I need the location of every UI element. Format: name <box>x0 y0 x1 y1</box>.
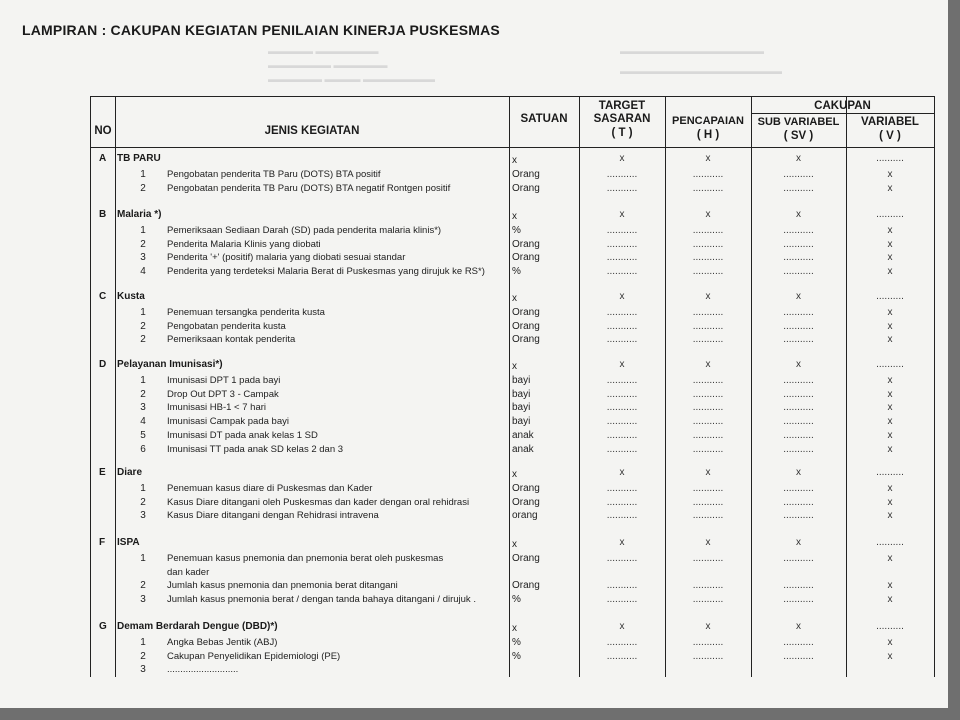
item-mark: ........... <box>783 552 814 564</box>
item-mark: ........... <box>606 374 638 386</box>
section-mark: .......... <box>876 291 904 302</box>
item-unit: Orang <box>512 334 540 346</box>
item-mark: ........... <box>692 374 724 386</box>
item-unit: % <box>512 224 521 236</box>
header-rule <box>751 113 934 114</box>
item-label: Drop Out DPT 3 - Campak <box>167 388 279 400</box>
item-unit: Orang <box>512 168 540 180</box>
item-label: Pemeriksaan kontak penderita <box>167 334 296 346</box>
section-mark: x <box>796 153 801 164</box>
item-number: 6 <box>140 443 146 455</box>
item-label: Pemeriksaan Sediaan Darah (SD) pada penderita malaria klinis*) <box>167 224 442 236</box>
item-unit: bayi <box>512 374 531 386</box>
item-unit: Orang <box>512 252 540 264</box>
item-mark: x <box>887 552 893 564</box>
item-unit: bayi <box>512 416 531 428</box>
column-rule <box>115 97 116 677</box>
item-mark: ........... <box>692 252 724 264</box>
header-pencapaian-line2: ( H ) <box>696 129 720 141</box>
item-mark: ........... <box>606 594 638 606</box>
item-label: Penemuan kasus pnemonia dan pnemonia berat oleh puskesmas <box>167 552 444 564</box>
item-mark: x <box>887 374 893 386</box>
item-label: Angka Bebas Jentik (ABJ) <box>167 636 278 648</box>
item-label: Pengobatan penderita TB Paru (DOTS) BTA positif <box>167 168 381 180</box>
item-number: 2 <box>140 334 146 346</box>
item-mark: ........... <box>606 496 638 508</box>
item-number: 3 <box>140 510 146 522</box>
header-jenis-kegiatan: JENIS KEGIATAN <box>264 125 360 137</box>
section-mark: x <box>619 291 625 302</box>
item-mark: ........... <box>692 430 724 441</box>
item-mark: x <box>887 334 893 346</box>
item-mark: ........... <box>783 168 814 180</box>
section-letter: E <box>99 467 106 478</box>
section-unit: x <box>512 539 517 550</box>
column-rule <box>509 97 510 677</box>
item-mark: ........... <box>783 580 814 592</box>
item-mark: ........... <box>783 496 814 508</box>
item-mark: x <box>887 266 893 278</box>
item-mark: x <box>887 168 893 180</box>
item-unit: bayi <box>512 402 531 414</box>
item-label: Imunisasi HB-1 < 7 hari <box>167 402 266 414</box>
item-label: Imunisasi TT pada anak SD kelas 2 dan 3 <box>167 443 344 455</box>
header-no: NO <box>94 125 112 137</box>
item-mark: x <box>887 182 893 194</box>
item-mark: ........... <box>783 443 814 455</box>
item-mark: ........... <box>692 306 724 318</box>
item-mark: ........... <box>606 320 638 332</box>
section-letter: B <box>99 209 107 220</box>
item-mark: ........... <box>606 430 638 441</box>
item-mark: ........... <box>606 388 638 400</box>
item-label: Penemuan tersangka penderita kusta <box>167 306 325 318</box>
section-name: Malaria *) <box>117 209 162 220</box>
item-mark: ........... <box>692 320 724 332</box>
section-name: Diare <box>117 467 143 478</box>
bleed-through-text: ▬▬▬▬▬▬▬▬▬▬▬▬▬▬▬▬ <box>620 46 764 56</box>
header-target-line2: SASARAN <box>593 113 651 125</box>
item-number: 1 <box>140 306 146 318</box>
section-mark: x <box>705 291 711 302</box>
item-label: Jumlah kasus pnemonia dan pnemonia berat ditangani <box>167 580 398 592</box>
section-mark: x <box>619 153 625 164</box>
column-rule <box>934 97 935 677</box>
section-mark: x <box>705 467 711 478</box>
bleed-through-text: ▬▬▬▬▬▬▬ ▬▬▬▬▬▬ <box>268 60 388 70</box>
item-mark: x <box>887 482 893 494</box>
item-mark: x <box>887 388 893 400</box>
section-letter: G <box>99 621 107 632</box>
item-label: Penemuan kasus diare di Puskesmas dan Kader <box>167 482 373 494</box>
section-mark: x <box>796 621 801 632</box>
item-mark: ........... <box>692 510 724 522</box>
item-number: 1 <box>140 552 146 564</box>
item-mark: x <box>887 238 893 250</box>
item-label: Imunisasi DPT 1 pada bayi <box>167 374 281 386</box>
item-mark: ........... <box>606 182 638 194</box>
item-label: Penderita '+' (positif) malaria yang diobati sesuai standar <box>167 252 406 264</box>
item-number: 1 <box>140 224 146 236</box>
item-unit: Orang <box>512 182 540 194</box>
item-unit: Orang <box>512 552 540 564</box>
item-label: Imunisasi Campak pada bayi <box>167 416 289 428</box>
item-number: 3 <box>140 402 146 414</box>
item-mark: ........... <box>783 320 814 332</box>
item-unit: Orang <box>512 238 540 250</box>
item-mark: ........... <box>606 334 638 346</box>
section-name: ISPA <box>117 537 140 548</box>
item-number: 1 <box>140 482 146 494</box>
item-mark: ........... <box>692 224 724 236</box>
item-mark: ........... <box>783 594 814 606</box>
section-unit: x <box>512 469 517 480</box>
item-mark: x <box>887 443 893 455</box>
item-mark: ........... <box>606 650 638 662</box>
item-unit: % <box>512 636 521 648</box>
item-mark: ........... <box>692 238 724 250</box>
item-mark: ........... <box>783 266 814 278</box>
item-mark: ........... <box>606 238 638 250</box>
item-unit: % <box>512 650 521 662</box>
item-mark: x <box>887 320 893 332</box>
item-mark: ........... <box>692 182 724 194</box>
item-unit: Orang <box>512 496 540 508</box>
item-unit: bayi <box>512 388 531 400</box>
section-mark: x <box>619 537 625 548</box>
section-mark: .......... <box>876 467 904 478</box>
item-mark: ........... <box>783 416 814 428</box>
item-mark: ........... <box>606 306 638 318</box>
item-number: 2 <box>140 238 146 250</box>
item-mark: ........... <box>606 224 638 236</box>
item-number: 1 <box>140 168 146 180</box>
item-label: Cakupan Penyelidikan Epidemiologi (PE) <box>167 650 341 662</box>
item-mark: ........... <box>783 252 814 264</box>
section-mark: x <box>705 621 711 632</box>
item-mark: ........... <box>783 306 814 318</box>
bleed-through-text: ▬▬▬▬▬▬▬▬▬▬▬▬▬▬▬▬▬▬ <box>620 66 782 76</box>
item-mark: ........... <box>783 374 814 386</box>
item-mark: x <box>887 252 893 264</box>
item-mark: x <box>887 224 893 236</box>
section-mark: x <box>619 359 625 370</box>
item-label: Penderita Malaria Klinis yang diobati <box>167 238 321 250</box>
header-pencapaian-line1: PENCAPAIAN <box>672 115 744 127</box>
section-mark: x <box>796 537 801 548</box>
item-mark: x <box>887 416 893 428</box>
item-mark: x <box>887 510 893 522</box>
section-unit: x <box>512 623 517 634</box>
header-subvar-line2: ( SV ) <box>783 130 814 142</box>
item-mark: ........... <box>606 416 638 428</box>
section-unit: x <box>512 155 517 166</box>
item-mark: ........... <box>692 580 724 592</box>
item-mark: ........... <box>692 552 724 564</box>
item-unit: Orang <box>512 306 540 318</box>
header-rule <box>91 147 934 148</box>
section-unit: x <box>512 361 517 372</box>
item-mark: x <box>887 580 893 592</box>
item-mark: ........... <box>606 510 638 522</box>
section-mark: x <box>705 153 711 164</box>
item-unit: Orang <box>512 320 540 332</box>
header-target-line1: TARGET <box>598 100 646 112</box>
section-mark: x <box>796 467 801 478</box>
item-number: 2 <box>140 580 146 592</box>
item-mark: ........... <box>606 168 638 180</box>
item-mark: ........... <box>692 266 724 278</box>
bleed-through-text: ▬▬▬▬▬ ▬▬▬▬▬▬▬ <box>268 46 379 56</box>
item-mark: ........... <box>783 238 814 250</box>
item-label-continued: dan kader <box>167 566 210 578</box>
item-unit: anak <box>512 430 534 441</box>
item-label: Jumlah kasus pnemonia berat / dengan tanda bahaya ditangani / dirujuk . <box>167 594 476 606</box>
item-mark: ........... <box>692 496 724 508</box>
item-mark: ........... <box>692 636 724 648</box>
item-mark: ........... <box>606 482 638 494</box>
item-unit: Orang <box>512 580 540 592</box>
item-number: 2 <box>140 320 146 332</box>
section-mark: x <box>619 467 625 478</box>
header-var-line1: VARIABEL <box>861 116 919 128</box>
item-mark: ........... <box>692 594 724 606</box>
section-mark: .......... <box>876 209 904 220</box>
item-label: ........................... <box>167 664 239 676</box>
item-unit: % <box>512 266 521 278</box>
item-mark: ........... <box>783 334 814 346</box>
item-mark: ........... <box>783 224 814 236</box>
item-unit: Orang <box>512 482 540 494</box>
item-mark: ........... <box>783 650 814 662</box>
section-mark: .......... <box>876 537 904 548</box>
section-mark: x <box>705 537 711 548</box>
item-mark: ........... <box>692 650 724 662</box>
item-mark: x <box>887 636 893 648</box>
item-mark: ........... <box>692 334 724 346</box>
section-mark: x <box>619 209 625 220</box>
item-unit: % <box>512 594 521 606</box>
item-number: 1 <box>140 636 146 648</box>
item-mark: ........... <box>783 430 814 441</box>
section-mark: x <box>796 209 801 220</box>
section-name: TB PARU <box>117 153 161 164</box>
item-mark: x <box>887 650 893 662</box>
item-number: 3 <box>140 594 146 606</box>
section-name: Pelayanan Imunisasi*) <box>117 359 223 370</box>
header-satuan: SATUAN <box>520 113 568 125</box>
section-letter: C <box>99 291 107 302</box>
item-mark: ........... <box>692 443 724 455</box>
item-mark: ........... <box>606 266 638 278</box>
header-var-line2: ( V ) <box>879 130 901 142</box>
header-subvar-line1: SUB VARIABEL <box>757 116 840 128</box>
section-mark: x <box>619 621 625 632</box>
item-mark: ........... <box>606 552 638 564</box>
item-mark: x <box>887 402 893 414</box>
section-unit: x <box>512 211 517 222</box>
item-unit: orang <box>512 510 538 522</box>
item-mark: ........... <box>606 402 638 414</box>
item-mark: x <box>887 306 893 318</box>
item-mark: ........... <box>783 182 814 194</box>
section-letter: A <box>99 153 107 164</box>
item-label: Imunisasi DT pada anak kelas 1 SD <box>167 430 318 441</box>
item-label: Pengobatan penderita TB Paru (DOTS) BTA negatif Rontgen positif <box>167 182 451 194</box>
item-number: 2 <box>140 496 146 508</box>
section-mark: .......... <box>876 621 904 632</box>
item-mark: ........... <box>606 636 638 648</box>
item-number: 1 <box>140 374 146 386</box>
section-mark: x <box>796 291 801 302</box>
kegiatan-table <box>90 96 935 677</box>
item-number: 2 <box>140 650 146 662</box>
item-label: Kasus Diare ditangani oleh Puskesmas dan kader dengan oral rehidrasi <box>167 496 470 508</box>
header-cakupan: CAKUPAN <box>814 100 871 112</box>
section-unit: x <box>512 293 517 304</box>
item-unit: anak <box>512 443 534 455</box>
item-mark: ........... <box>606 252 638 264</box>
item-number: 3 <box>140 252 146 264</box>
bleed-through-text: ▬▬▬▬▬▬ ▬▬▬▬ ▬▬▬▬▬▬▬▬ <box>268 74 436 84</box>
document-title: LAMPIRAN : CAKUPAN KEGIATAN PENILAIAN KINERJA PUSKESMAS <box>22 22 500 38</box>
item-mark: ........... <box>606 580 638 592</box>
item-mark: ........... <box>783 388 814 400</box>
item-mark: ........... <box>692 402 724 414</box>
item-mark: x <box>887 496 893 508</box>
item-number: 2 <box>140 388 146 400</box>
section-name: Kusta <box>117 291 145 302</box>
item-label: Penderita yang terdeteksi Malaria Berat di Puskesmas yang dirujuk ke RS*) <box>167 266 485 278</box>
item-mark: ........... <box>692 482 724 494</box>
item-mark: x <box>887 430 893 441</box>
section-mark: x <box>705 359 711 370</box>
item-label: Pengobatan penderita kusta <box>167 320 286 332</box>
section-letter: D <box>99 359 107 370</box>
section-mark: x <box>705 209 711 220</box>
item-mark: ........... <box>783 510 814 522</box>
item-mark: ........... <box>692 168 724 180</box>
header-target-line3: ( T ) <box>611 127 633 139</box>
item-label: Kasus Diare ditangani dengan Rehidrasi intravena <box>167 510 379 522</box>
section-mark: x <box>796 359 801 370</box>
item-mark: ........... <box>783 636 814 648</box>
item-number: 3 <box>140 664 146 676</box>
item-mark: ........... <box>783 482 814 494</box>
item-mark: ........... <box>692 388 724 400</box>
item-number: 2 <box>140 182 146 194</box>
item-number: 5 <box>140 430 146 441</box>
section-name: Demam Berdarah Dengue (DBD)*) <box>117 621 278 632</box>
item-mark: x <box>887 594 893 606</box>
item-mark: ........... <box>606 443 638 455</box>
item-number: 4 <box>140 416 146 428</box>
item-mark: ........... <box>783 402 814 414</box>
section-letter: F <box>99 537 106 548</box>
section-mark: .......... <box>876 359 904 370</box>
item-mark: ........... <box>692 416 724 428</box>
section-mark: .......... <box>876 153 904 164</box>
item-number: 4 <box>140 266 146 278</box>
